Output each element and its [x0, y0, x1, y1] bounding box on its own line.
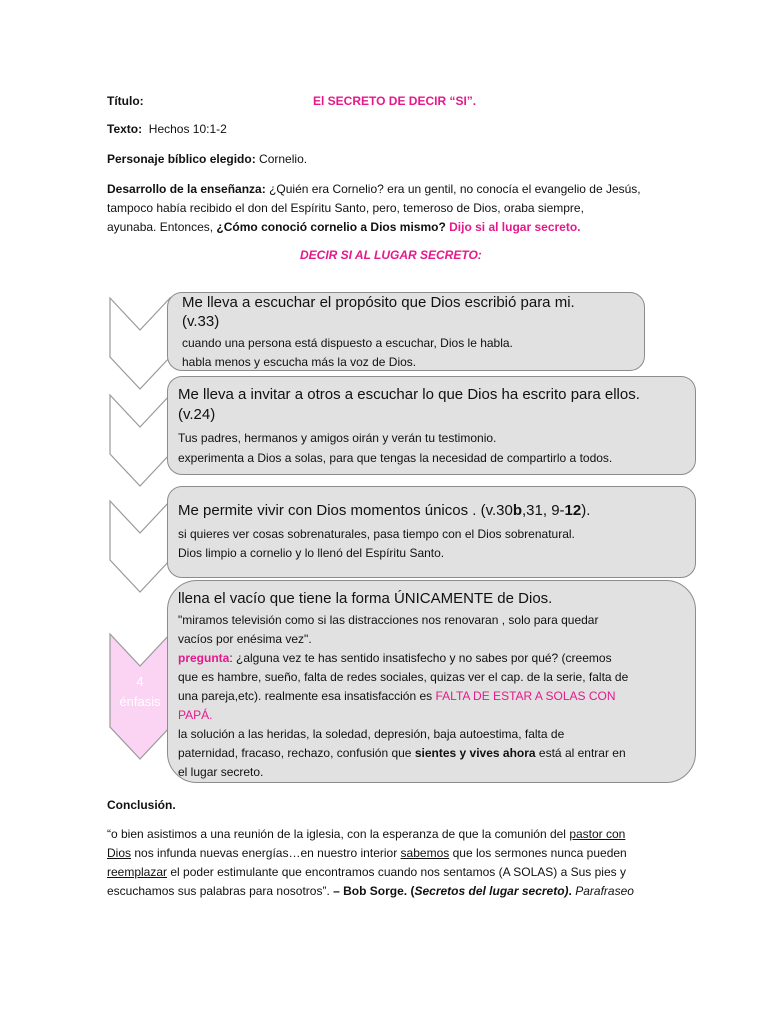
point-1-heading: Me lleva a escuchar el propósito que Dios escribió para mi. [182, 294, 575, 311]
author-citation: – Bob Sorge. ( [333, 884, 415, 898]
emphasis-word: énfasis [119, 694, 161, 709]
point-2-reference: (v.24) [178, 406, 216, 423]
titulo-label: Título: [107, 94, 144, 108]
point-4-solution-2: paternidad, fracaso, rechazo, confusión que sientes y vives ahora está al entrar en [178, 746, 626, 760]
point-3-reference: (v.30b,31, 9-12). [480, 502, 591, 519]
highlight-falta: FALTA DE ESTAR A SOLAS CON [435, 689, 616, 703]
point-card-4 [167, 580, 696, 783]
section-title: DECIR SI AL LUGAR SECRETO: [300, 248, 482, 262]
desarrollo-answer: Dijo si al lugar secreto. [449, 220, 581, 234]
point-4-quote-2: vacíos por enésima vez". [178, 632, 312, 646]
point-3-heading-text: Me permite vivir con Dios momentos únicos . [178, 502, 477, 519]
document-title: El SECRETO DE DECIR “SI”. [313, 94, 477, 108]
point-2-line-2: experimenta a Dios a solas, para que tengas la necesidad de compartirlo a todos. [178, 451, 613, 465]
emphasis-number: 4 [136, 674, 144, 689]
point-4-solution-3: el lugar secreto. [178, 765, 264, 779]
point-1-reference: (v.33) [182, 313, 220, 330]
texto-label: Texto: [107, 122, 143, 136]
personaje-value: Cornelio. [259, 152, 308, 166]
point-4-pregunta-1: pregunta: ¿alguna vez te has sentido insatisfecho y no sabes por qué? (creemos [178, 651, 612, 665]
pregunta-label: pregunta [178, 651, 230, 665]
point-4-solution-1: la solución a las heridas, la soledad, depresión, baja autoestima, falta de [178, 727, 565, 741]
point-card-2 [167, 376, 696, 475]
chevron-2 [110, 395, 170, 486]
desarrollo-text-1: ¿Quién era Cornelio? era un gentil, no conocía el evangelio de Jesús, [269, 182, 641, 196]
point-4-heading: llena el vacío que tiene la forma ÚNICAMENTE de Dios. [178, 590, 553, 607]
book-title: Secretos del lugar secreto) [414, 884, 569, 898]
point-4-pregunta-2: que es hambre, sueño, falta de redes sociales, quizas ver el cap. de la serie, falta de [178, 670, 629, 684]
point-4-pregunta-3: una pareja,etc). realmente esa insatisfacción es FALTA DE ESTAR A SOLAS CON [178, 689, 616, 703]
desarrollo-text-3a: ayunaba. Entonces, [107, 220, 214, 234]
desarrollo-line-2: tampoco había recibido el don del Espíritu Santo, pero, temeroso de Dios, oraba siempre, [107, 201, 584, 215]
conclusion-line-4: escuchamos sus palabras para nosotros”. – Bob Sorge. (Secretos del lugar secreto). Parafraseo [107, 884, 634, 898]
point-card-1 [167, 292, 645, 371]
sientes-emphasis: sientes y vives ahora [414, 746, 536, 760]
desarrollo-question: ¿Cómo conoció cornelio a Dios mismo? [216, 220, 446, 234]
desarrollo-label: Desarrollo de la enseñanza: [107, 182, 266, 196]
emphasis-badge [110, 672, 170, 712]
conclusion-label: Conclusión. [107, 798, 176, 812]
personaje-label: Personaje bíblico elegido: [107, 152, 256, 166]
point-3-line-1: si quieres ver cosas sobrenaturales, pasa tiempo con el Dios sobrenatural. [178, 527, 575, 541]
conclusion-line-1: “o bien asistimos a una reunión de la iglesia, con la esperanza de que la comunión del pastor con [107, 827, 626, 841]
chevron-1 [110, 298, 170, 389]
point-3-line-2: Dios limpio a cornelio y lo llenó del Espíritu Santo. [178, 546, 445, 560]
point-4-quote-1: "miramos televisión como si las distracciones nos renovaran , solo para quedar [178, 613, 599, 627]
point-card-3 [167, 486, 696, 578]
texto-value: Hechos 10:1-2 [148, 122, 227, 136]
point-1-line-1: cuando una persona está dispuesto a escuchar, Dios le habla. [182, 336, 513, 350]
chevron-3 [110, 501, 170, 592]
point-2-heading: Me lleva a invitar a otros a escuchar lo que Dios ha escrito para ellos. [178, 386, 640, 403]
conclusion-line-3: reemplazar el poder estimulante que encontramos cuando nos sentamos (A SOLAS) a Sus pies y [107, 865, 626, 879]
point-2-line-1: Tus padres, hermanos y amigos oirán y verán tu testimonio. [178, 431, 497, 445]
point-4-pregunta-4: PAPÁ. [178, 708, 213, 722]
conclusion-line-2: Dios nos infunda nuevas energías…en nuestro interior sabemos que los sermones nunca pueden [107, 846, 627, 860]
point-1-line-2: habla menos y escucha más la voz de Dios. [182, 355, 417, 369]
point-3-heading [178, 501, 590, 520]
